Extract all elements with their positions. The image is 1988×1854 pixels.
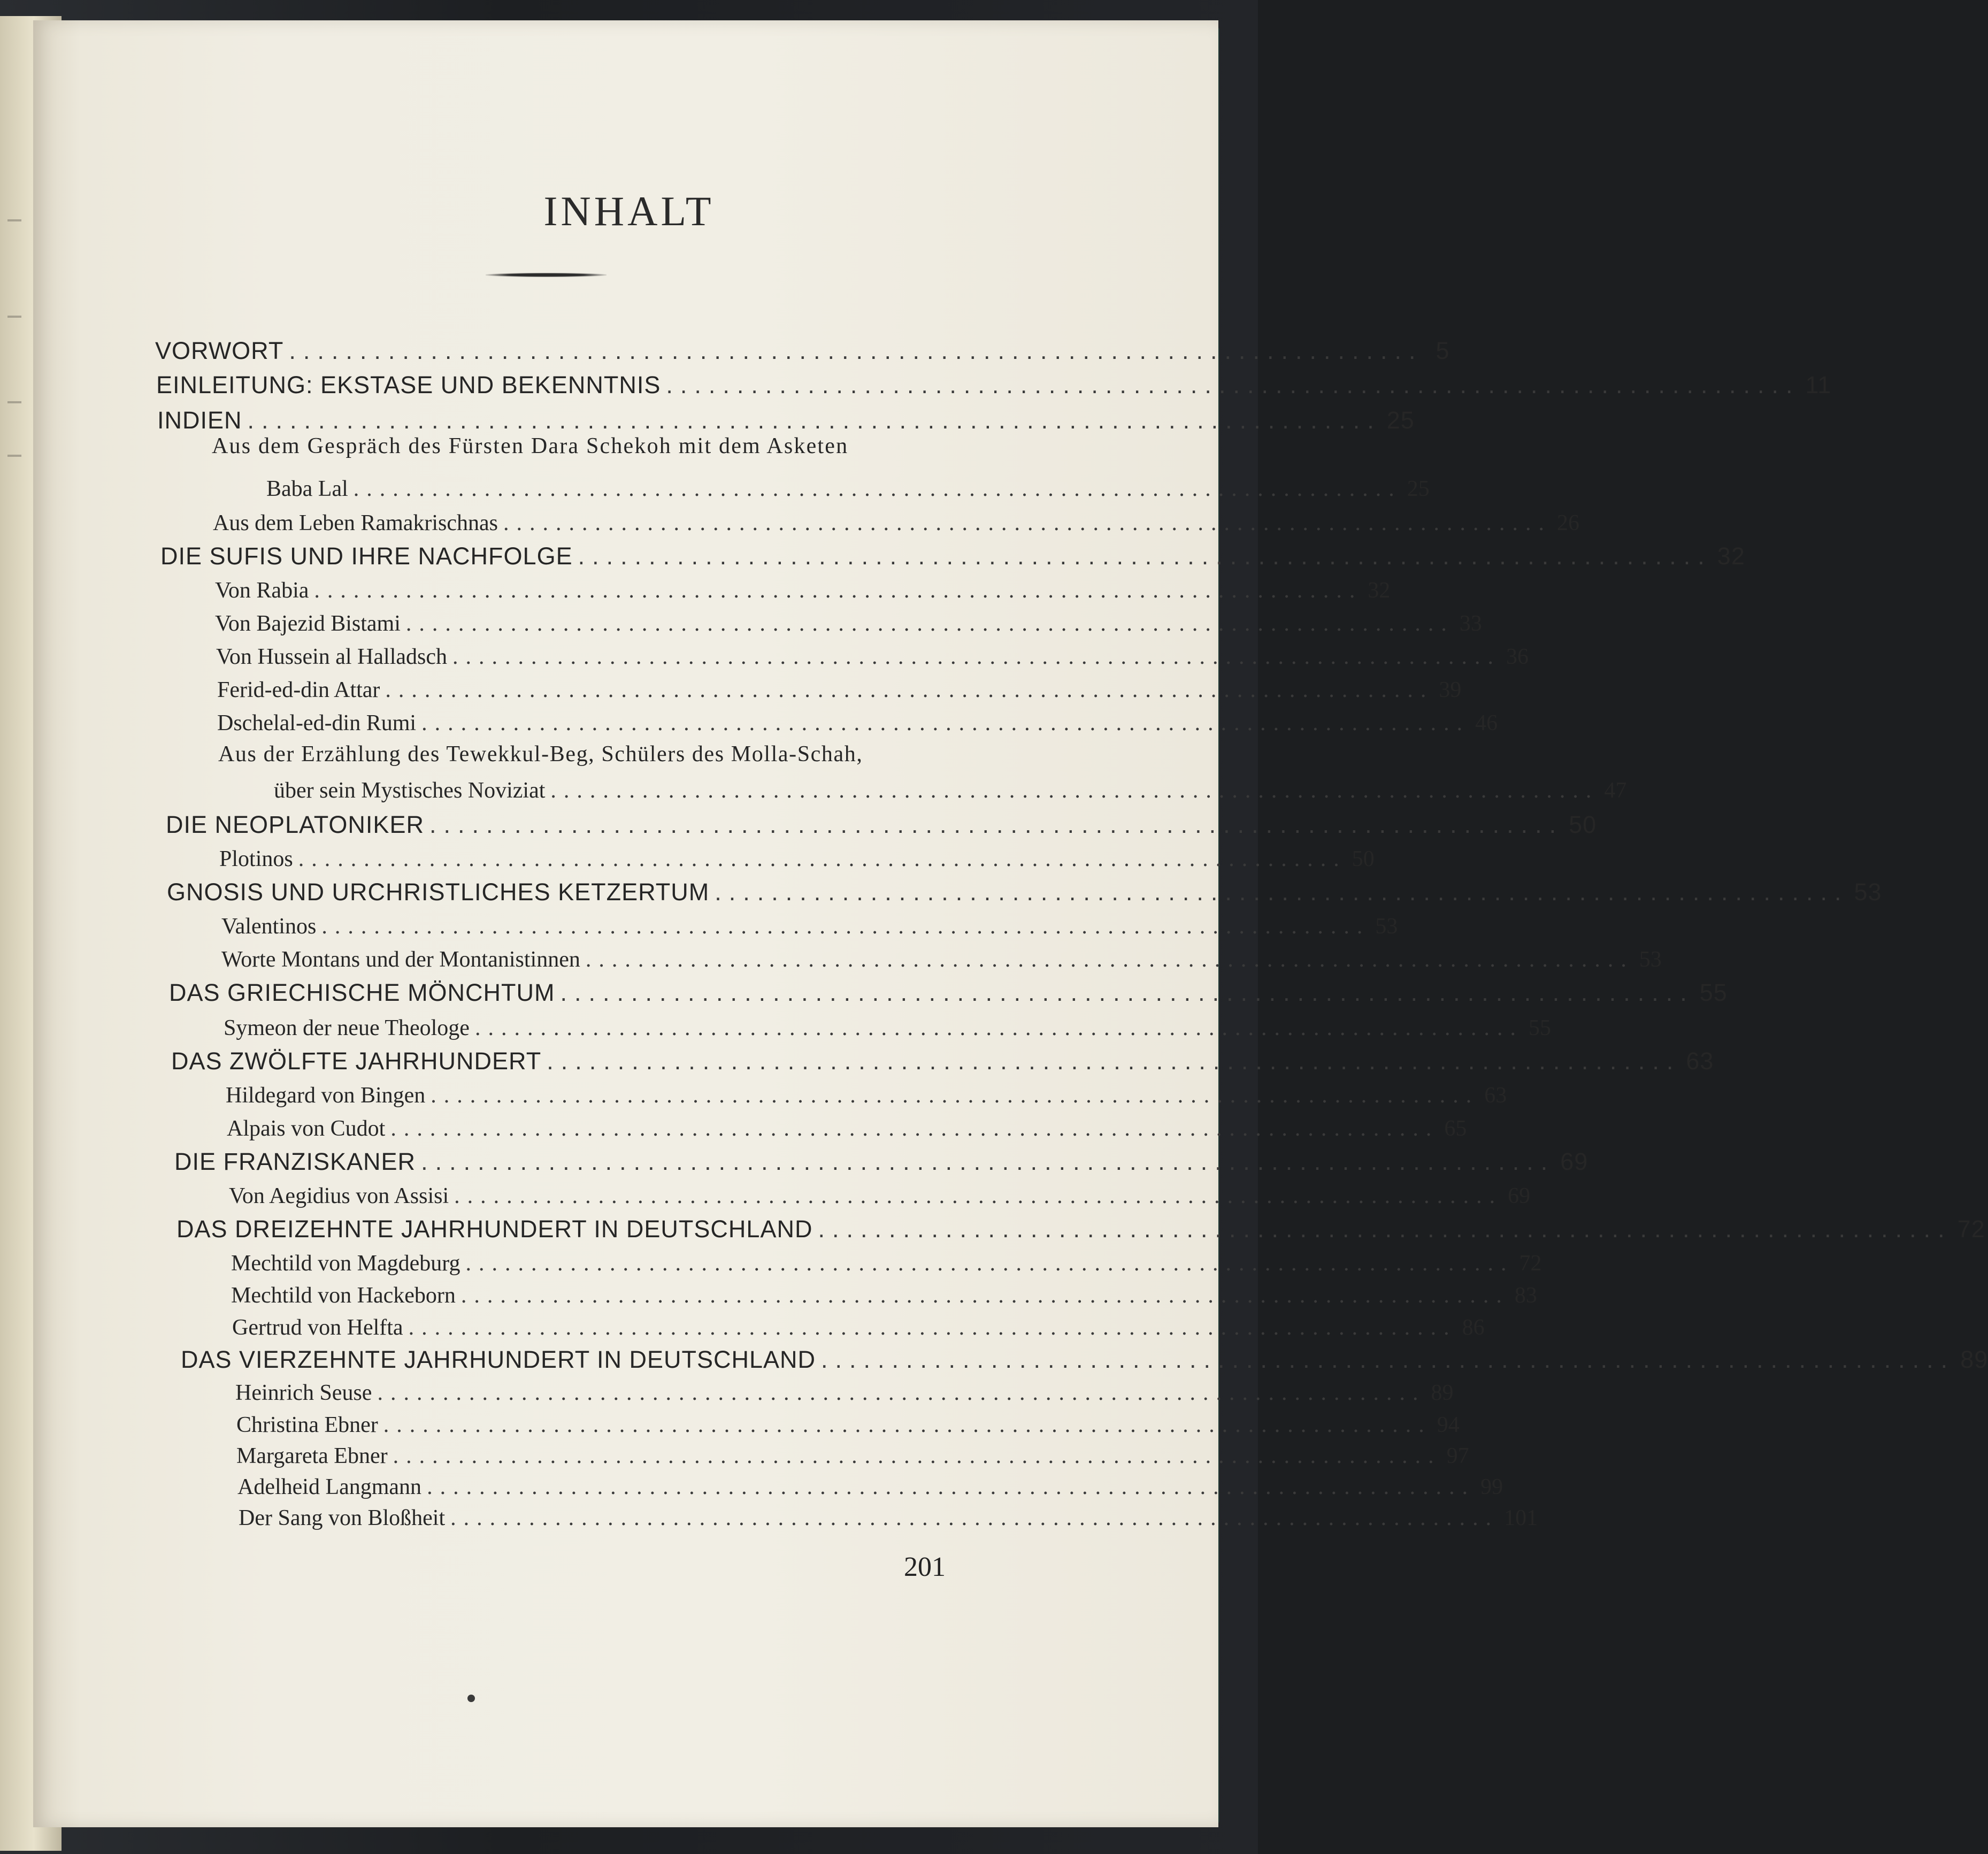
toc-entry bbox=[213, 503, 1580, 536]
toc-entry-label: Plotinos bbox=[219, 847, 293, 871]
toc-entry bbox=[229, 1176, 1531, 1209]
toc-leader-dots: ................................................................................ bbox=[393, 1444, 1441, 1468]
toc-entry-label: Von Bajezid Bistami bbox=[215, 611, 401, 636]
toc-entry bbox=[224, 1008, 1551, 1041]
toc-entry-page: 86 bbox=[1462, 1315, 1485, 1340]
page-title: INHALT bbox=[543, 188, 715, 234]
toc-entry-label: Baba Lal bbox=[266, 477, 348, 501]
toc-entry-label: VORWORT bbox=[155, 337, 284, 364]
toc-entry-label: DIE SUFIS UND IHRE NACHFOLGE bbox=[160, 542, 573, 570]
toc-entry-page: 72 bbox=[1957, 1215, 1985, 1243]
toc-leader-dots: ................................................................................ bbox=[385, 678, 1434, 702]
toc-leader-dots: ................................................................................ bbox=[421, 1148, 1555, 1175]
toc-entry-page: 69 bbox=[1508, 1184, 1531, 1208]
toc-entry-label: Gertrud von Helfta bbox=[232, 1315, 403, 1340]
toc-entry bbox=[156, 366, 1832, 399]
toc-entry-label: Ferid-ed-din Attar bbox=[217, 678, 380, 702]
toc-entry-page: 101 bbox=[1504, 1506, 1538, 1530]
toc-entry-label: Aus dem Leben Ramakrischnas bbox=[213, 511, 498, 535]
toc-leader-dots: ................................................................................ bbox=[450, 1506, 1499, 1530]
toc-entry bbox=[215, 603, 1482, 637]
toc-entry-page: 11 bbox=[1805, 371, 1832, 399]
toc-entry-label: DAS DREIZEHNTE JAHRHUNDERT IN DEUTSCHLAND bbox=[176, 1215, 813, 1243]
toc-entry bbox=[274, 770, 1627, 803]
toc-entry-page: 83 bbox=[1514, 1283, 1537, 1308]
toc-entry-label: Valentinos bbox=[221, 914, 317, 939]
toc-entry-label: Von Rabia bbox=[215, 578, 309, 603]
toc-entry-label: Der Sang von Bloßheit bbox=[239, 1506, 446, 1530]
paper-speck bbox=[467, 1695, 475, 1702]
toc-entry bbox=[181, 1340, 1988, 1374]
page-number: 201 bbox=[904, 1552, 946, 1582]
toc-entry-page: 89 bbox=[1960, 1346, 1988, 1373]
toc-entry-label: Mechtild von Magdeburg bbox=[231, 1251, 460, 1276]
toc-entry-page: 25 bbox=[1407, 477, 1430, 501]
toc-leader-dots: ................................................................................ bbox=[550, 778, 1599, 803]
toc-leader-dots: ................................................................................ bbox=[452, 645, 1501, 669]
toc-entry-page: 53 bbox=[1639, 947, 1662, 972]
toc-entry bbox=[169, 974, 1728, 1007]
toc-entry bbox=[232, 1307, 1485, 1340]
toc-entry-label: Mechtild von Hackeborn bbox=[231, 1283, 456, 1308]
toc-entry-label: INDIEN bbox=[157, 407, 242, 434]
toc-leader-dots: ................................................................................ bbox=[298, 847, 1347, 871]
toc-entry bbox=[221, 906, 1398, 939]
toc-entry-label: DAS ZWÖLFTE JAHRHUNDERT bbox=[171, 1047, 542, 1075]
toc-entry-page: 94 bbox=[1437, 1413, 1460, 1437]
toc-entry bbox=[266, 469, 1430, 502]
toc-leader-dots: ................................................................................ bbox=[383, 1413, 1432, 1437]
toc-leader-dots: ................................................................................ bbox=[503, 511, 1552, 535]
toc-entry-page: 5 bbox=[1436, 337, 1450, 364]
toc-entry-page: 63 bbox=[1686, 1047, 1714, 1075]
toc-leader-dots: ................................................................................ bbox=[460, 1283, 1509, 1308]
toc-entry-label: Worte Montans und der Montanistinnen bbox=[221, 947, 580, 972]
toc-leader-dots: ................................................................................ bbox=[818, 1215, 1952, 1243]
toc-entry-label: DIE FRANZISKANER bbox=[174, 1148, 416, 1175]
toc-leader-dots: ................................................................................ bbox=[377, 1381, 1426, 1405]
toc-entry-label: Von Hussein al Halladsch bbox=[216, 645, 447, 669]
toc-entry-page: 53 bbox=[1375, 914, 1398, 939]
toc-entry bbox=[166, 806, 1597, 839]
toc-entry-label: DAS GRIECHISCHE MÖNCHTUM bbox=[169, 979, 555, 1006]
toc-entry bbox=[231, 1243, 1542, 1276]
toc-entry-continuation: Aus der Erzählung des Tewekkul-Beg, Schülers des Molla-Schah, bbox=[218, 742, 863, 767]
toc-leader-dots: ................................................................................ bbox=[408, 1315, 1457, 1340]
toc-entry bbox=[215, 570, 1391, 603]
toc-entry-continuation: Aus dem Gespräch des Fürsten Dara Schekoh mit dem Asketen bbox=[212, 434, 849, 458]
toc-entry-page: 32 bbox=[1368, 578, 1391, 603]
toc-leader-dots: ................................................................................ bbox=[715, 878, 1849, 906]
toc-entry-page: 69 bbox=[1560, 1148, 1588, 1175]
toc-entry-label: Dschelal-ed-din Rumi bbox=[217, 711, 417, 736]
toc-entry-label: über sein Mystisches Noviziat bbox=[274, 778, 546, 803]
toc-entry-page: 55 bbox=[1528, 1016, 1551, 1040]
toc-entry bbox=[167, 873, 1882, 906]
toc-leader-dots: ................................................................................ bbox=[474, 1016, 1523, 1040]
toc-entry bbox=[176, 1210, 1985, 1243]
toc-leader-dots: ................................................................................ bbox=[321, 914, 1370, 939]
toc-leader-dots: ................................................................................ bbox=[353, 477, 1402, 501]
toc-leader-dots: ................................................................................ bbox=[289, 337, 1423, 364]
toc-entry-page: 55 bbox=[1699, 979, 1728, 1006]
toc-entry-page: 33 bbox=[1459, 611, 1482, 636]
toc-entry bbox=[157, 401, 1415, 434]
toc-entry-page: 47 bbox=[1604, 778, 1627, 803]
toc-leader-dots: ................................................................................ bbox=[454, 1184, 1503, 1208]
toc-entry bbox=[236, 1436, 1469, 1469]
toc-entry-page: 36 bbox=[1506, 645, 1529, 669]
toc-entry bbox=[227, 1108, 1467, 1141]
toc-entry bbox=[155, 332, 1450, 365]
toc-entry-page: 50 bbox=[1352, 847, 1375, 871]
toc-leader-dots: ................................................................................ bbox=[421, 711, 1470, 736]
toc-leader-dots: ................................................................................ bbox=[429, 811, 1564, 838]
toc-leader-dots: ................................................................................ bbox=[666, 371, 1800, 399]
toc-entry bbox=[235, 1373, 1454, 1406]
toc-entry-label: GNOSIS UND URCHRISTLICHES KETZERTUM bbox=[167, 878, 710, 906]
toc-entry-page: 46 bbox=[1475, 711, 1498, 736]
toc-entry-page: 39 bbox=[1439, 678, 1462, 702]
toc-entry bbox=[160, 537, 1745, 570]
toc-entry-page: 99 bbox=[1480, 1475, 1503, 1499]
toc-entry-label: Von Aegidius von Assisi bbox=[229, 1184, 449, 1208]
toc-entry-page: 50 bbox=[1569, 811, 1597, 838]
toc-entry-label: Adelheid Langmann bbox=[237, 1475, 422, 1499]
toc-entry-label: Symeon der neue Theologe bbox=[224, 1016, 470, 1040]
toc-leader-dots: ................................................................................ bbox=[585, 947, 1634, 972]
toc-entry-page: 89 bbox=[1431, 1381, 1454, 1405]
toc-entry-page: 63 bbox=[1484, 1083, 1507, 1108]
toc-entry bbox=[239, 1498, 1538, 1531]
toc-leader-dots: ................................................................................ bbox=[560, 979, 1694, 1006]
toc-entry bbox=[221, 939, 1662, 972]
toc-leader-dots: ................................................................................ bbox=[578, 542, 1712, 570]
toc-leader-dots: ................................................................................ bbox=[247, 407, 1381, 434]
toc-entry bbox=[219, 839, 1375, 872]
toc-entry-label: Hildegard von Bingen bbox=[226, 1083, 426, 1108]
toc-leader-dots: ................................................................................ bbox=[405, 611, 1454, 636]
toc-entry bbox=[226, 1075, 1507, 1108]
toc-leader-dots: ................................................................................ bbox=[431, 1083, 1479, 1108]
toc-entry-label: DAS VIERZEHNTE JAHRHUNDERT IN DEUTSCHLAND bbox=[181, 1346, 816, 1373]
toc-leader-dots: ................................................................................ bbox=[390, 1116, 1439, 1141]
toc-leader-dots: ................................................................................ bbox=[465, 1251, 1514, 1276]
toc-entry-label: Heinrich Seuse bbox=[235, 1381, 372, 1405]
toc-entry-label: DIE NEOPLATONIKER bbox=[166, 811, 424, 838]
toc-entry bbox=[216, 637, 1529, 670]
toc-entry-label: Christina Ebner bbox=[236, 1413, 378, 1437]
toc-entry bbox=[217, 670, 1462, 703]
toc-entry bbox=[231, 1275, 1537, 1308]
toc-entry-page: 25 bbox=[1386, 407, 1415, 434]
toc-entry-page: 53 bbox=[1854, 878, 1882, 906]
toc-entry-label: Margareta Ebner bbox=[236, 1444, 388, 1468]
toc-entry-page: 97 bbox=[1446, 1444, 1469, 1468]
toc-entry-page: 65 bbox=[1444, 1116, 1467, 1141]
toc-leader-dots: ................................................................................ bbox=[820, 1346, 1955, 1373]
toc-entry-page: 72 bbox=[1519, 1251, 1542, 1276]
toc-entry-label: Alpais von Cudot bbox=[227, 1116, 386, 1141]
toc-entry-label: EINLEITUNG: EKSTASE UND BEKENNTNIS bbox=[156, 371, 661, 399]
toc-entry-page: 32 bbox=[1717, 542, 1745, 570]
toc-leader-dots: ................................................................................ bbox=[427, 1475, 1476, 1499]
toc-entry-page: 26 bbox=[1557, 511, 1580, 535]
toc-leader-dots: ................................................................................ bbox=[314, 578, 1363, 603]
toc-entry bbox=[217, 703, 1498, 736]
toc-entry bbox=[236, 1405, 1460, 1438]
title-divider bbox=[486, 273, 607, 277]
toc-entry bbox=[171, 1042, 1714, 1075]
toc-leader-dots: ................................................................................ bbox=[547, 1047, 1681, 1075]
toc-entry bbox=[174, 1143, 1588, 1176]
toc-entry bbox=[237, 1467, 1503, 1500]
